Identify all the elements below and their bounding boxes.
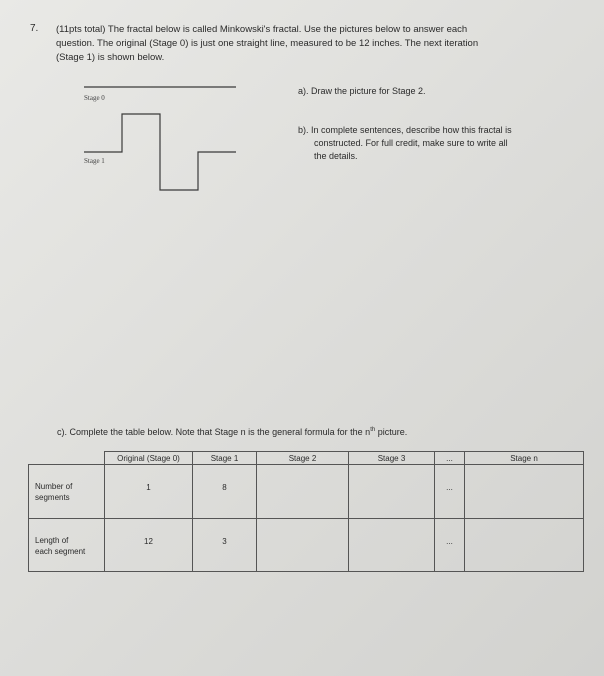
table-header: Stage 2 (257, 452, 349, 465)
part-a: a). Draw the picture for Stage 2. (298, 86, 426, 96)
question-line-1: (11pts total) The fractal below is called Minkowski's fractal. Use the pictures below to answer each (56, 24, 468, 35)
part-b-line-1: b). In complete sentences, describe how this fractal is (298, 125, 512, 135)
part-b (298, 124, 578, 163)
row-label-line: segments (35, 493, 70, 502)
table-row (29, 518, 584, 572)
part-c-text: c). Complete the table below. Note that Stage n is the general formula for the n (57, 427, 371, 437)
cell-length-stage3[interactable] (349, 518, 435, 572)
stage0-label: Stage 0 (84, 94, 105, 102)
table-header: Original (Stage 0) (105, 452, 193, 465)
cell-segments-stage1: 8 (193, 465, 257, 519)
cell-segments-stage3[interactable] (349, 465, 435, 519)
part-c-end: picture. (375, 427, 408, 437)
question-number: 7. (30, 23, 39, 34)
cell-segments-stage0: 1 (105, 465, 193, 519)
table-header-row (29, 452, 584, 465)
row-label-line: Number of (35, 482, 73, 491)
stage1-curve (84, 114, 236, 190)
part-c (57, 424, 407, 439)
cell-segments-stagen[interactable] (465, 465, 584, 519)
cell-length-stage1: 3 (193, 518, 257, 572)
part-b-line-3: the details. (314, 151, 358, 161)
table-header: ... (435, 452, 465, 465)
cell-length-stage2[interactable] (257, 518, 349, 572)
cell-segments-stage2[interactable] (257, 465, 349, 519)
row-label-line: Length of (35, 535, 69, 545)
table-header: Stage 3 (349, 452, 435, 465)
cell-segments-ellipsis: ... (435, 465, 465, 519)
row-label-length (29, 518, 105, 572)
question-line-3: (Stage 1) is shown below. (56, 52, 165, 63)
table-row (29, 465, 584, 519)
stage1-label: Stage 1 (84, 157, 105, 165)
cell-length-ellipsis: ... (435, 518, 465, 572)
cell-length-stagen[interactable] (465, 518, 584, 572)
table-header: Stage n (465, 452, 584, 465)
table-corner (29, 452, 105, 465)
cell-length-stage0: 12 (105, 518, 193, 572)
row-label-line: each segment (35, 546, 86, 556)
question-line-2: question. The original (Stage 0) is just one straight line, measured to be 12 inches. The next iteration (56, 38, 479, 49)
table-header: Stage 1 (193, 452, 257, 465)
part-c-sup: th (370, 427, 376, 433)
part-b-line-2: constructed. For full credit, make sure to write all (314, 138, 508, 148)
row-label-segments (29, 465, 105, 519)
stage-table (28, 451, 584, 572)
